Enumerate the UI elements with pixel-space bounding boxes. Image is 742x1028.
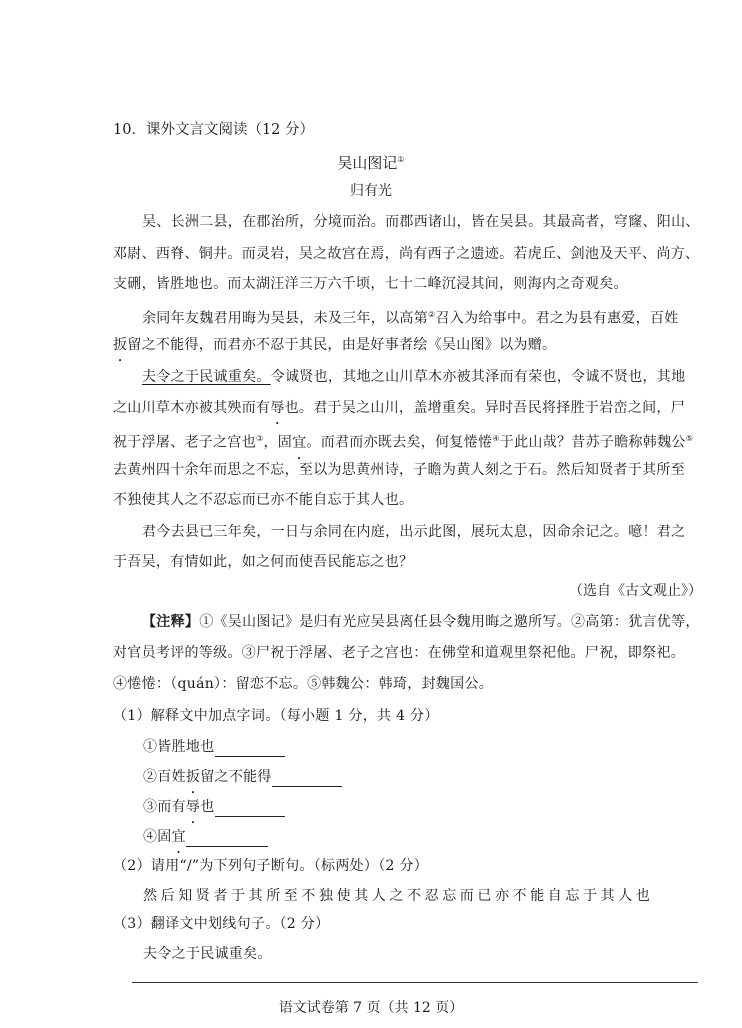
p3-line-1 bbox=[142, 367, 732, 387]
dotted-char: 辱 bbox=[185, 799, 201, 815]
source-citation: （选自《古文观止》） bbox=[569, 583, 702, 599]
q1-item-2 bbox=[143, 767, 733, 787]
p2-text-b: 召入为给事中。君之为县有惠爱，百姓 bbox=[435, 310, 679, 327]
q1-item-3-pre: ③而有 bbox=[143, 799, 186, 815]
q1-item-2-pre: ②百姓 bbox=[143, 769, 186, 785]
notes-line-1 bbox=[142, 612, 732, 632]
p3-line-3-c: 。而君而亦既去矣，何复惓惓 bbox=[306, 434, 493, 451]
p3-line-3 bbox=[113, 429, 703, 453]
q1-item-1-post: 也 bbox=[200, 739, 215, 755]
answer-blank[interactable] bbox=[215, 742, 285, 757]
q3-sentence: 夫令之于民诚重矣。 bbox=[143, 946, 272, 962]
p3-line-2-post: 也。君于吴之山川，盖增重矣。异时吾民将择胜于岩峦之间，尸 bbox=[284, 400, 686, 416]
dotted-char: 扳 bbox=[185, 769, 201, 785]
notes-line-2: 对官员考评的等级。③尸祝于浮屠、老子之宫也：在佛堂和道观里祭祀他。尸祝，即祭祀。 bbox=[113, 645, 685, 661]
notes-line-3: ④惓惓：（quán）：留恋不忘。⑤韩魏公：韩琦，封魏国公。 bbox=[113, 676, 494, 692]
q3-prompt: （3）翻译文中划线句子。（2 分） bbox=[113, 916, 330, 932]
footer-divider bbox=[132, 982, 698, 983]
footnote-marker: ④ bbox=[492, 434, 500, 443]
p4-line-1: 君今去县已三年矣，一日与余同在内庭，出示此图，展玩太息，因命余记之。噫！君之 bbox=[142, 524, 686, 540]
q1-item-3-post: 也 bbox=[200, 799, 215, 815]
dotted-char: 宜 bbox=[292, 434, 307, 451]
p3-line-3-a: 祝于浮屠、老子之宫也 bbox=[113, 434, 256, 451]
footnote-marker: ② bbox=[428, 310, 436, 319]
underlined-sentence: 夫令之于民诚重矣。 bbox=[142, 369, 271, 385]
dotted-char: 辱 bbox=[270, 400, 285, 416]
p2-text-a: 余同年友魏君用晦为吴县，未及三年，以高第 bbox=[142, 310, 428, 327]
q1-item-4-pre: ④固 bbox=[143, 829, 172, 845]
p2-line-2 bbox=[113, 335, 703, 355]
answer-blank[interactable] bbox=[272, 772, 342, 787]
page-footer: 语文试卷第 7 页（共 12 页） bbox=[278, 1000, 464, 1016]
p1-line-3: 支硎，皆胜地也。而太湖汪洋三万六千顷，七十二峰沉浸其间，则海内之奇观矣。 bbox=[113, 276, 628, 292]
q1-item-1-pre: ①皆胜地 bbox=[143, 739, 201, 755]
p2-line-2-text: 留之不能得，而君亦不忍于其民，由是好事者绘《吴山图》以为赠。 bbox=[127, 337, 557, 353]
p3-line-4: 去黄州四十余年而思之不忘，至以为思黄州诗，子瞻为黄人刻之于石。然后知贤者于其所至 bbox=[113, 462, 685, 478]
dotted-char: 扳 bbox=[113, 337, 128, 353]
p2-line-1 bbox=[142, 305, 732, 329]
p3-line-1-text: 令诚贤也，其地之山川草木亦被其泽而有荣也，令诚不贤也，其地 bbox=[270, 369, 686, 385]
passage-author: 归有光 bbox=[350, 183, 392, 199]
p1-line-2: 邓尉、西脊、铜井。而灵岩，吴之故宫在焉，尚有西子之遗迹。若虎丘、剑池及天平、尚方、 bbox=[113, 246, 700, 262]
q2-sentence: 然后知贤者于其所至不独使其人之不忍忘而已亦不能自忘于其人也 bbox=[143, 888, 654, 904]
passage-title bbox=[0, 150, 742, 173]
footnote-marker: ⑤ bbox=[685, 434, 694, 443]
title-text: 吴山图记 bbox=[337, 154, 398, 172]
p3-line-3-b: ，固 bbox=[263, 434, 293, 451]
q1-item-4 bbox=[143, 827, 733, 847]
q1-item-1 bbox=[143, 737, 733, 757]
q1-prompt: （1）解释文中加点字词。（每小题 1 分，共 4 分） bbox=[113, 708, 439, 724]
p4-line-2: 于吾吴，有情如此，如之何而使吾民能忘之也？ bbox=[113, 554, 414, 570]
p3-line-2-pre: 之山川草木亦被其殃而有 bbox=[113, 400, 271, 416]
p3-line-3-d: 于此山哉？昔苏子瞻称韩魏公 bbox=[499, 434, 686, 451]
dotted-char: 宜 bbox=[171, 829, 186, 845]
answer-blank[interactable] bbox=[215, 802, 285, 817]
q1-item-3 bbox=[143, 797, 733, 817]
title-footnote-marker: ① bbox=[397, 155, 405, 164]
q1-item-2-post: 留之不能得 bbox=[200, 769, 272, 785]
notes-label: 【注释】 bbox=[142, 614, 200, 630]
q2-prompt: （2）请用“/”为下列句子断句。（标两处）（2 分） bbox=[113, 858, 429, 874]
p3-line-5: 不独使其人之不忍忘而已亦不能自忘于其人也。 bbox=[113, 492, 414, 508]
p3-line-2 bbox=[113, 398, 703, 418]
answer-blank[interactable] bbox=[186, 832, 268, 847]
notes-text-1: ①《吴山图记》是归有光应吴县离任县令魏用晦之邀所写。②高第：犹言优等， bbox=[199, 614, 700, 630]
footnote-marker: ③ bbox=[256, 434, 264, 443]
question-header: 10．课外文言文阅读（12 分） bbox=[113, 122, 315, 138]
p1-line-1: 吴、长洲二县，在郡治所，分境而治。而郡西诸山，皆在吴县。其最高者，穹窿、阳山、 bbox=[142, 214, 700, 230]
